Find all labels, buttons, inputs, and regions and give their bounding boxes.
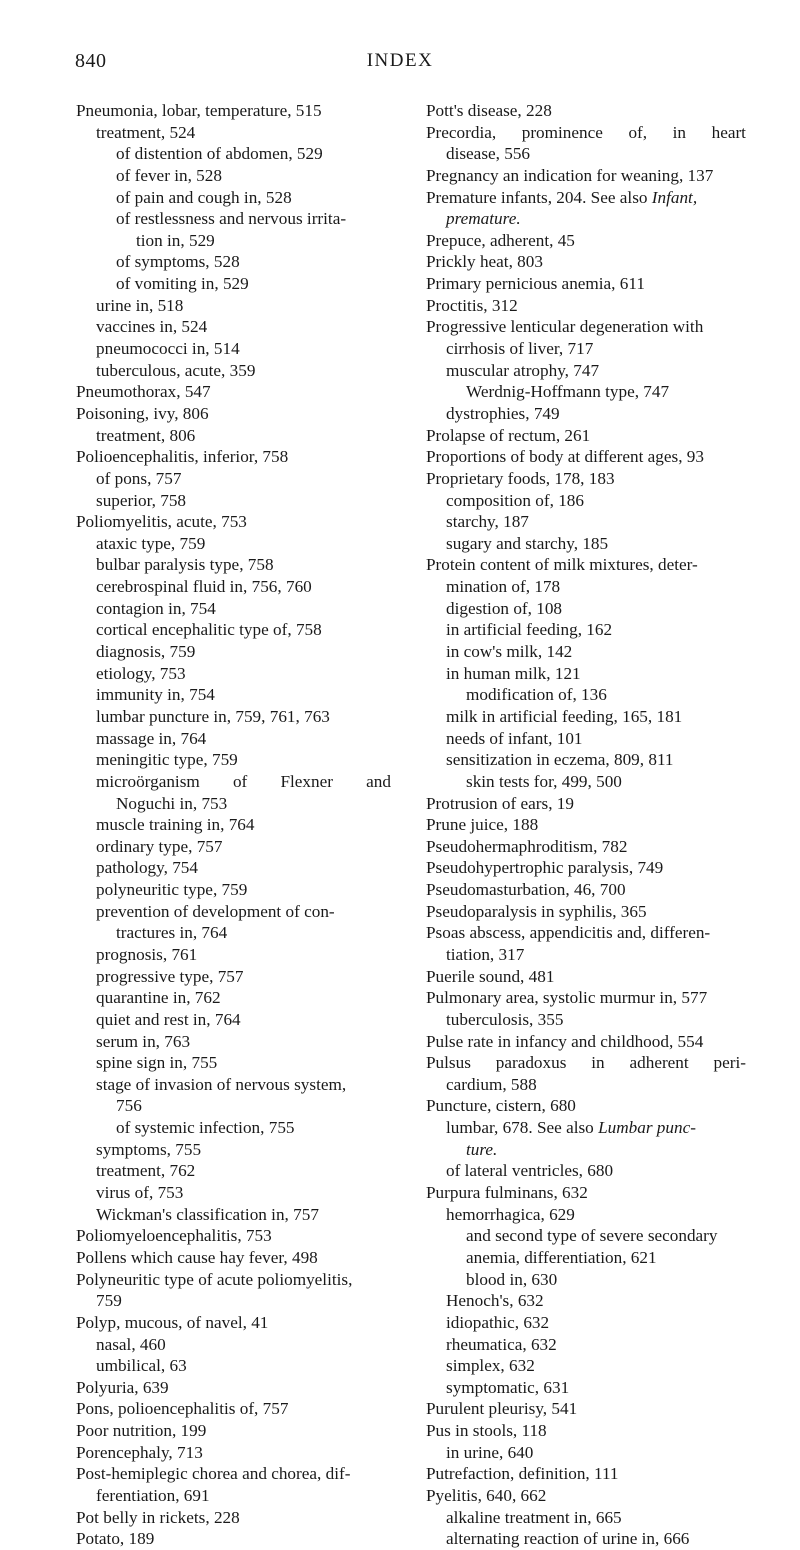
index-entry: modification of, 136 bbox=[466, 685, 607, 705]
index-entry: tuberculosis, 355 bbox=[446, 1009, 564, 1029]
index-entry: symptoms, 755 bbox=[96, 1139, 202, 1159]
index-entry: cortical encephalitic type of, 758 bbox=[96, 620, 322, 640]
cross-reference: ture. bbox=[466, 1139, 498, 1159]
index-entry: Pott's disease, 228 bbox=[426, 101, 552, 120]
index-entry: tractures in, 764 bbox=[116, 923, 228, 943]
index-entry: Pseudoparalysis in syphilis, 365 bbox=[426, 901, 647, 921]
index-entry: Proprietary foods, 178, 183 bbox=[426, 468, 615, 488]
index-entry: starchy, 187 bbox=[446, 512, 529, 532]
index-entry: meningitic type, 759 bbox=[96, 750, 238, 770]
index-entry: Pons, polioencephalitis of, 757 bbox=[76, 1399, 289, 1419]
index-entry: of restlessness and nervous irrita- bbox=[116, 209, 347, 229]
index-entry: of symptoms, 528 bbox=[116, 252, 240, 272]
index-entry: Potato, 189 bbox=[76, 1529, 155, 1549]
index-entry: Pseudomasturbation, 46, 700 bbox=[426, 880, 626, 900]
index-entry: dystrophies, 749 bbox=[446, 403, 560, 423]
index-entry: of pons, 757 bbox=[96, 468, 182, 488]
index-entry: Polyp, mucous, of navel, 41 bbox=[76, 1312, 269, 1332]
index-entry: Poliomyelitis, acute, 753 bbox=[76, 512, 247, 532]
index-entry: Psoas abscess, appendicitis and, differen- bbox=[426, 923, 711, 943]
index-entry: spine sign in, 755 bbox=[96, 1053, 218, 1073]
index-entry: Poliomyeloencephalitis, 753 bbox=[76, 1226, 272, 1246]
index-entry: contagion in, 754 bbox=[96, 598, 216, 618]
index-entry: Pseudohermaphroditism, 782 bbox=[426, 836, 628, 856]
index-entry: Werdnig-Hoffmann type, 747 bbox=[466, 382, 670, 402]
index-entry: pneumococci in, 514 bbox=[96, 339, 240, 359]
index-column-right bbox=[426, 100, 746, 1550]
index-entry: ataxic type, 759 bbox=[96, 533, 206, 553]
index-entry: Pus in stools, 118 bbox=[426, 1421, 547, 1441]
index-entry: Pneumothorax, 547 bbox=[76, 382, 211, 402]
index-entry: urine in, 518 bbox=[96, 295, 184, 315]
index-entry: Porencephaly, 713 bbox=[76, 1442, 203, 1462]
index-entry: Pot belly in rickets, 228 bbox=[76, 1507, 240, 1527]
index-entry: bulbar paralysis type, 758 bbox=[96, 555, 274, 575]
cross-reference: Infant, bbox=[651, 187, 698, 207]
index-entry: Puncture, cistern, 680 bbox=[426, 1096, 576, 1116]
index-entry: tion in, 529 bbox=[136, 230, 215, 250]
index-entry: symptomatic, 631 bbox=[446, 1377, 570, 1397]
index-entry: simplex, 632 bbox=[446, 1356, 535, 1376]
index-entry: sensitization in eczema, 809, 811 bbox=[446, 750, 674, 770]
index-entry: Protrusion of ears, 19 bbox=[426, 793, 574, 813]
index-entry: quiet and rest in, 764 bbox=[96, 1009, 241, 1029]
index-entry: ordinary type, 757 bbox=[96, 836, 223, 856]
index-entry: hemorrhagica, 629 bbox=[446, 1204, 575, 1224]
index-entry: needs of infant, 101 bbox=[446, 728, 583, 748]
index-entry: of fever in, 528 bbox=[116, 165, 222, 185]
index-entry: disease, 556 bbox=[446, 144, 531, 164]
index-entry: Pulmonary area, systolic murmur in, 577 bbox=[426, 988, 708, 1008]
index-entry: blood in, 630 bbox=[466, 1269, 558, 1289]
index-entry: Proctitis, 312 bbox=[426, 295, 518, 315]
index-entry: digestion of, 108 bbox=[446, 598, 563, 618]
index-entry: Pneumonia, lobar, temperature, 515 bbox=[76, 101, 322, 120]
index-entry: stage of invasion of nervous system, bbox=[96, 1074, 347, 1094]
index-entry: cerebrospinal fluid in, 756, 760 bbox=[96, 577, 312, 597]
index-entry: of systemic infection, 755 bbox=[116, 1118, 295, 1138]
index-entry: alternating reaction of urine in, 666 bbox=[446, 1529, 690, 1549]
index-entry: Polyuria, 639 bbox=[76, 1377, 169, 1397]
index-entry: Pregnancy an indication for weaning, 137 bbox=[426, 165, 714, 185]
index-entry: quarantine in, 762 bbox=[96, 988, 221, 1008]
index-entry: muscular atrophy, 747 bbox=[446, 360, 600, 380]
index-entry: Pulsus paradoxus in adherent peri- bbox=[426, 1053, 746, 1073]
index-entry: prevention of development of con- bbox=[96, 901, 335, 921]
index-entry: Prickly heat, 803 bbox=[426, 252, 543, 272]
index-entry: Progressive lenticular degeneration with bbox=[426, 317, 704, 337]
index-entry: treatment, 524 bbox=[96, 122, 196, 142]
index-entry: of pain and cough in, 528 bbox=[116, 187, 292, 207]
index-entry: Pseudohypertrophic paralysis, 749 bbox=[426, 858, 664, 878]
index-entry: Henoch's, 632 bbox=[446, 1291, 544, 1311]
index-entry: Polioencephalitis, inferior, 758 bbox=[76, 447, 289, 467]
index-entry: treatment, 806 bbox=[96, 425, 196, 445]
index-entry: Primary pernicious anemia, 611 bbox=[426, 274, 645, 294]
index-entry: in artificial feeding, 162 bbox=[446, 620, 613, 640]
index-entry: Pulse rate in infancy and childhood, 554 bbox=[426, 1031, 704, 1051]
index-entry: 756 bbox=[116, 1096, 142, 1116]
index-entry: in urine, 640 bbox=[446, 1442, 534, 1462]
index-entry: progressive type, 757 bbox=[96, 966, 244, 986]
index-entry: umbilical, 63 bbox=[96, 1356, 187, 1376]
index-entry: Putrefaction, definition, 111 bbox=[426, 1464, 619, 1484]
index-entry: Prolapse of rectum, 261 bbox=[426, 425, 591, 445]
index-entry: pathology, 754 bbox=[96, 858, 198, 878]
index-entry: superior, 758 bbox=[96, 490, 187, 510]
index-entry: Poisoning, ivy, 806 bbox=[76, 403, 209, 423]
page-number: 840 bbox=[75, 50, 107, 72]
cross-reference: premature. bbox=[446, 209, 521, 229]
index-entry bbox=[426, 1139, 746, 1161]
index-entry: Premature infants, 204. See also Infant, bbox=[426, 187, 698, 207]
index-entry: prognosis, 761 bbox=[96, 944, 198, 964]
index-entry: Prepuce, adherent, 45 bbox=[426, 230, 575, 250]
index-entry: cirrhosis of liver, 717 bbox=[446, 339, 594, 359]
index-entry: massage in, 764 bbox=[96, 728, 207, 748]
index-entry: Purulent pleurisy, 541 bbox=[426, 1399, 578, 1419]
index-entry: Wickman's classification in, 757 bbox=[96, 1204, 319, 1224]
index-entry: immunity in, 754 bbox=[96, 685, 215, 705]
index-entry: anemia, differentiation, 621 bbox=[466, 1247, 657, 1267]
index-entry: etiology, 753 bbox=[96, 663, 186, 683]
index-entry: lumbar, 678. See also Lumbar punc- bbox=[446, 1118, 696, 1138]
index-entry: Precordia, prominence of, in heart bbox=[426, 122, 746, 142]
index-entry: milk in artificial feeding, 165, 181 bbox=[446, 706, 683, 726]
index-entry: Noguchi in, 753 bbox=[116, 793, 228, 813]
index-entry: Poor nutrition, 199 bbox=[76, 1421, 207, 1441]
index-entry: Proportions of body at different ages, 93 bbox=[426, 447, 704, 467]
index-entry: skin tests for, 499, 500 bbox=[466, 771, 622, 791]
cross-reference: Lumbar punc- bbox=[598, 1118, 696, 1138]
index-entry: cardium, 588 bbox=[446, 1074, 537, 1094]
index-entry: composition of, 186 bbox=[446, 490, 584, 510]
page-title: INDEX bbox=[366, 50, 434, 71]
index-entry bbox=[426, 208, 746, 230]
index-entry: Polyneuritic type of acute poliomyelitis, bbox=[76, 1269, 353, 1289]
index-entry: microörganism of Flexner and bbox=[96, 771, 391, 791]
index-entry: Protein content of milk mixtures, deter- bbox=[426, 555, 698, 575]
index-entry: alkaline treatment in, 665 bbox=[446, 1507, 622, 1527]
index-entry: mination of, 178 bbox=[446, 577, 561, 597]
index-entry: ferentiation, 691 bbox=[96, 1486, 210, 1505]
index-entry: vaccines in, 524 bbox=[96, 317, 208, 337]
index-entry: nasal, 460 bbox=[96, 1334, 166, 1354]
index-entry: serum in, 763 bbox=[96, 1031, 191, 1051]
index-entry: lumbar puncture in, 759, 761, 763 bbox=[96, 706, 330, 726]
index-entry: polyneuritic type, 759 bbox=[96, 880, 248, 900]
index-entry: Pyelitis, 640, 662 bbox=[426, 1486, 547, 1505]
index-entry: muscle training in, 764 bbox=[96, 815, 255, 835]
index-entry: tuberculous, acute, 359 bbox=[96, 360, 256, 380]
index-entry: idiopathic, 632 bbox=[446, 1312, 550, 1332]
index-entry: of lateral ventricles, 680 bbox=[446, 1161, 614, 1181]
index-entry: of distention of abdomen, 529 bbox=[116, 144, 323, 164]
index-entry: Puerile sound, 481 bbox=[426, 966, 555, 986]
index-entry: sugary and starchy, 185 bbox=[446, 533, 609, 553]
index-entry: rheumatica, 632 bbox=[446, 1334, 557, 1354]
index-entry: treatment, 762 bbox=[96, 1161, 196, 1181]
index-entry: in human milk, 121 bbox=[446, 663, 581, 683]
index-entry: virus of, 753 bbox=[96, 1183, 184, 1203]
index-entry: Prune juice, 188 bbox=[426, 815, 539, 835]
index-entry: Post-hemiplegic chorea and chorea, dif- bbox=[76, 1464, 351, 1484]
index-entry: Pollens which cause hay fever, 498 bbox=[76, 1247, 318, 1267]
index-column-left bbox=[76, 100, 391, 1550]
index-entry: tiation, 317 bbox=[446, 944, 525, 964]
index-entry: diagnosis, 759 bbox=[96, 642, 196, 662]
index-entry: Purpura fulminans, 632 bbox=[426, 1183, 588, 1203]
index-entry: and second type of severe secondary bbox=[466, 1226, 718, 1246]
index-entry: in cow's milk, 142 bbox=[446, 642, 573, 662]
index-entry: of vomiting in, 529 bbox=[116, 274, 249, 294]
index-entry: 759 bbox=[96, 1291, 122, 1311]
